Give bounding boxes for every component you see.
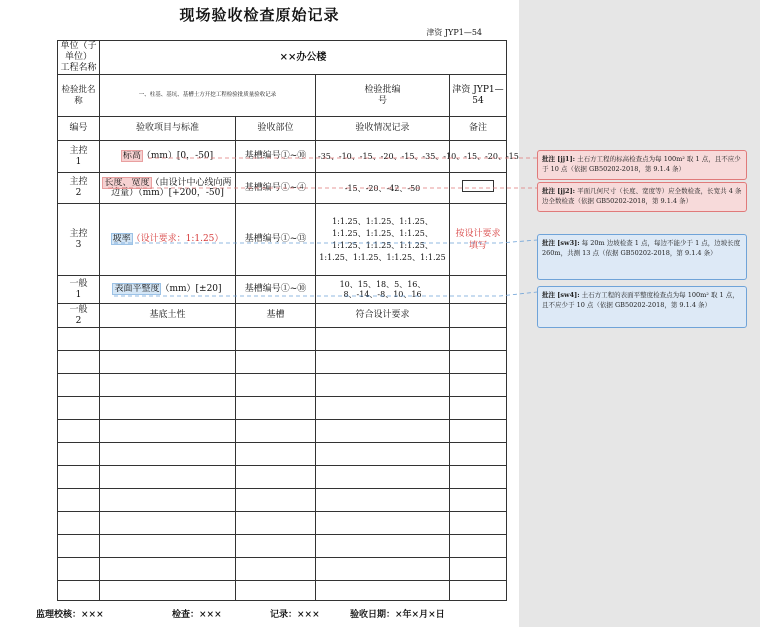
table-row: [58, 276, 507, 304]
comment-text: 每 20m 边坡检查 1 点，每边不能少于 1 点，边坡长度 260m，共测 13 点（依据 GB50202-2018，第 9.1.4 条）: [542, 239, 741, 257]
row-no: 主控 2: [58, 173, 100, 204]
item-standard: （由设计中心线向两边量）（mm）[+200，-50]: [111, 178, 232, 198]
comment-text: 土石方工程的标高检查点为每 100m² 取 1 点，且不应少于 10 点（依据 GB50202-2018，第 9.1.4 条）: [542, 155, 741, 173]
row-remark: [450, 276, 507, 304]
unit-name-label: 单位（子单位） 工程名称: [58, 41, 100, 75]
table-row: [58, 173, 507, 204]
row-part: 基槽编号①~④: [236, 173, 316, 204]
row-remark: [450, 173, 507, 204]
comment-text: 平面几何尺寸（长度、宽度等）应全数检查，长宽共 4 条边全数检查（依据 GB50202-2018，第 9.1.4 条）: [542, 187, 742, 205]
comment-sw3[interactable]: [537, 234, 747, 280]
batch-no-value: 津资 JYP1—54: [450, 75, 507, 117]
row-record: -15、-20、-42、-50: [316, 173, 450, 204]
col-item: 验收项目与标准: [100, 117, 236, 141]
row-part: 基槽编号①~⑬: [236, 204, 316, 276]
row-item: [100, 141, 236, 173]
empty-row: [58, 443, 507, 466]
comment-sw4[interactable]: [537, 286, 747, 328]
item-standard: （设计要求：1:1.25）: [131, 234, 224, 244]
empty-row: [58, 489, 507, 512]
col-remark: 备注: [450, 117, 507, 141]
col-record: 验收情况记录: [316, 117, 450, 141]
checker-sign: 检查：×××: [172, 610, 222, 620]
item-standard: （mm）[0，-50]: [141, 151, 214, 161]
item-highlight: 坡率: [112, 234, 131, 244]
remark-box: [462, 180, 494, 192]
row-item: [100, 173, 236, 204]
row-record: 1:1.25、1:1.25、1:1.25、1:1.25、1:1.25、1:1.25、1:1.25、1:1.25、1:1.25、1:1.25、1:1.25、1:1.25、1:1.25: [316, 204, 450, 276]
empty-row: [58, 581, 507, 601]
batch-name-label: 检验批名称: [58, 75, 100, 117]
item-highlight: 长度、宽度: [104, 178, 150, 188]
unit-name-value: ××办公楼: [100, 41, 507, 75]
table-row: [58, 141, 507, 173]
empty-row: [58, 397, 507, 420]
row-remark: 按设计要求填写: [450, 204, 507, 276]
item-standard: （mm）[±20]: [160, 284, 222, 294]
row-record: -35、-10、-15、-20、-15、-35、-10、-15、-20、-15: [316, 141, 450, 173]
row-part: 基槽编号①~⑩: [236, 276, 316, 304]
row-record: 符合设计要求: [316, 304, 450, 328]
comment-tag: 批注 [jj2]:: [542, 187, 576, 195]
row-part: 基槽编号①~⑩: [236, 141, 316, 173]
row-no: 一般 1: [58, 276, 100, 304]
row-item: [100, 276, 236, 304]
table-row: [58, 304, 507, 328]
row-no: 一般 2: [58, 304, 100, 328]
record-table: [57, 40, 519, 601]
row-item: 基底土性: [100, 304, 236, 328]
row-item: [100, 204, 236, 276]
empty-row: [58, 512, 507, 535]
comment-tag: 批注 [sw3]:: [542, 239, 580, 247]
comment-jj2[interactable]: [537, 182, 747, 212]
row-record: 10、15、18、5、16、8、-14、-8、10、16: [316, 276, 450, 304]
row-part: 基槽: [236, 304, 316, 328]
empty-row: [58, 535, 507, 558]
supervisor-sign: 监理校核：×××: [36, 610, 104, 620]
batch-no-label: 检验批编 号: [316, 75, 450, 117]
inspection-date: 验收日期：×年×月×日: [350, 610, 445, 620]
batch-name-value: 一、柱基、基坑、基槽土方开挖工程检验批质量验收记录: [100, 75, 316, 117]
col-part: 验收部位: [236, 117, 316, 141]
column-header-row: [58, 117, 507, 141]
comment-tag: 批注 [sw4]:: [542, 291, 580, 299]
empty-row: [58, 351, 507, 374]
col-no: 编号: [58, 117, 100, 141]
empty-row: [58, 328, 507, 351]
recorder-sign: 记录：×××: [270, 610, 320, 620]
item-highlight: 表面平整度: [114, 284, 160, 294]
row-remark: [450, 304, 507, 328]
row-no: 主控 1: [58, 141, 100, 173]
row-no: 主控 3: [58, 204, 100, 276]
comment-text: 土石方工程的表面平整度检查点为每 100m² 取 1 点，且不应少于 10 点（依据 GB50202-2018，第 9.1.4 条）: [542, 291, 739, 309]
empty-row: [58, 374, 507, 397]
empty-row: [58, 420, 507, 443]
empty-row: [58, 558, 507, 581]
item-highlight: 标高: [122, 151, 141, 161]
empty-row: [58, 466, 507, 489]
comment-jj1[interactable]: [537, 150, 747, 180]
document-code: 津资 JYP1—54: [426, 28, 482, 37]
table-row: [58, 204, 507, 276]
comment-tag: 批注 [jj1]:: [542, 155, 576, 163]
page-title: 现场验收检查原始记录: [179, 6, 340, 24]
